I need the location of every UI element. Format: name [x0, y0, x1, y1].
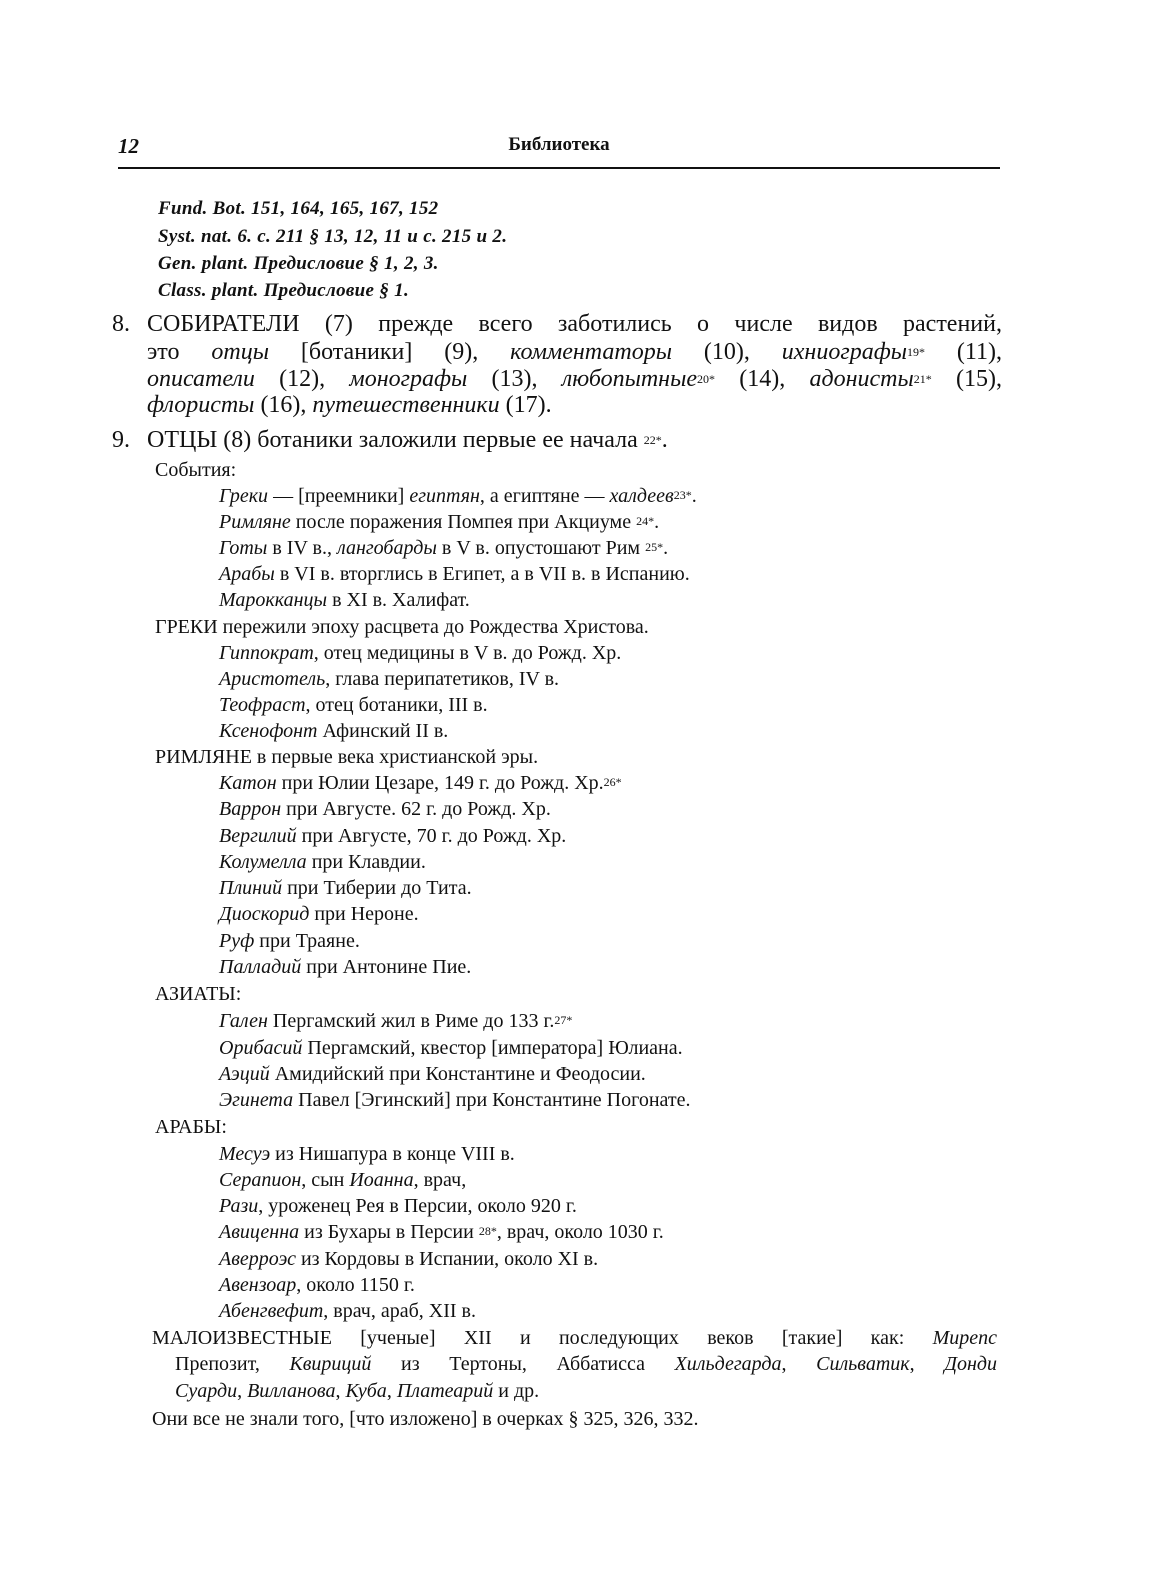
- paragraph-8-line-3: описатели (12), монографы (13), любопытные$^{20*}$ (14), адонисты$^{21*}$ (15),: [147, 366, 1002, 392]
- paragraph-number: 9.: [112, 427, 130, 453]
- list-item: Палладий при Антонине Пие.: [219, 956, 472, 978]
- list-item: Арабы в VI в. вторглись в Египет, а в VII в. в Испанию.: [219, 563, 690, 585]
- list-item: Марокканцы в XI в. Халифат.: [219, 589, 470, 611]
- footnote-marker: 27*: [554, 1013, 573, 1027]
- list-item: Аверроэс из Кордовы в Испании, около XI в.: [219, 1248, 599, 1270]
- list-item: Римляне после поражения Помпея при Акциуме $^{24*}$.: [219, 511, 660, 533]
- list-item: Ксенофонт Афинский II в.: [219, 720, 449, 742]
- paragraph-9-heading: ОТЦЫ (8) ботаники заложили первые ее начала $^{22*}$.: [147, 427, 668, 453]
- footnote-marker: 24*: [636, 514, 655, 528]
- list-item: Аэций Амидийский при Константине и Феодосии.: [219, 1063, 646, 1085]
- paragraph-8-line-4: флористы (16), путешественники (17).: [147, 392, 552, 418]
- lesser-known-line-2: Препозит, Квириций из Тертоны, Аббатисса Хильдегарда, Сильватик, Донди: [175, 1353, 998, 1375]
- list-item: Серапион, сын Иоанна, врач,: [219, 1169, 467, 1191]
- list-item: Диоскорид при Нероне.: [219, 903, 419, 925]
- events-label: События:: [155, 459, 237, 481]
- list-item: Авиценна из Бухары в Персии $^{28*}$, врач, около 1030 г.: [219, 1221, 664, 1243]
- list-item: Теофраст, отец ботаники, III в.: [219, 694, 488, 716]
- list-item: Орибасий Пергамский, квестор [императора] Юлиана.: [219, 1037, 683, 1059]
- footnote-marker: 20*: [696, 372, 715, 386]
- group-heading-greeks: ГРЕКИ пережили эпоху расцвета до Рождества Христова.: [155, 616, 649, 638]
- list-item: Готы в IV в., лангобарды в V в. опустошают Рим $^{25*}$.: [219, 537, 669, 559]
- list-item: Абенгвефит, врач, араб, XII в.: [219, 1300, 476, 1322]
- list-item: Аристотель, глава перипатетиков, IV в.: [219, 668, 560, 690]
- list-item: Гиппократ, отец медицины в V в. до Рожд. Хр.: [219, 642, 622, 664]
- list-item: Рази, уроженец Рея в Персии, около 920 г.: [219, 1195, 577, 1217]
- running-title: Библиотека: [508, 134, 610, 155]
- list-item: Греки — [преемники] египтян, а египтяне — халдеев$^{23*}$.: [219, 485, 697, 507]
- group-heading-romans: РИМЛЯНЕ в первые века христианской эры.: [155, 746, 539, 768]
- list-item: Вергилий при Августе, 70 г. до Рожд. Хр.: [219, 825, 567, 847]
- footnote-marker: 21*: [913, 372, 932, 386]
- paragraph-8-line-1: [147, 311, 1002, 338]
- reference-line: Syst. nat. 6. c. 211 § 13, 12, 11 и с. 215 и 2.: [158, 226, 508, 247]
- list-item: Катон при Юлии Цезаре, 149 г. до Рожд. Хр.$^{26*}$: [219, 772, 622, 794]
- list-item: Варрон при Августе. 62 г. до Рожд. Хр.: [219, 798, 551, 820]
- list-item: Колумелла при Клавдии.: [219, 851, 426, 873]
- footnote-marker: 23*: [673, 488, 692, 502]
- list-item: Плиний при Тиберии до Тита.: [219, 877, 472, 899]
- header-rule: [118, 167, 1000, 169]
- footnote-marker: 22*: [643, 433, 662, 447]
- footnote-marker: 26*: [603, 775, 622, 789]
- page-number: 12: [118, 134, 139, 158]
- paragraph-number: 8.: [112, 311, 130, 337]
- footnote-marker: 28*: [478, 1224, 497, 1238]
- reference-line: Fund. Bot. 151, 164, 165, 167, 152: [158, 198, 439, 219]
- reference-line: Class. plant. Предисловие § 1.: [158, 280, 410, 301]
- list-item: Руф при Траяне.: [219, 930, 360, 952]
- lesser-known-line-1: МАЛОИЗВЕСТНЫЕ [ученые] XII и последующих веков [такие] как: Мирепс: [152, 1327, 997, 1349]
- text: СОБИРАТЕЛИ (7) прежде всего заботились о числе видов растений,: [147, 311, 1002, 337]
- list-item: Гален Пергамский жил в Риме до 133 г.$^{27*}$: [219, 1010, 573, 1032]
- footnote-marker: 25*: [645, 540, 664, 554]
- paragraph-8-line-2: это отцы [ботаники] (9), комментаторы (10), ихниографы$^{19*}$ (11),: [147, 339, 1002, 365]
- list-item: Авензоар, около 1150 г.: [219, 1274, 415, 1296]
- footnote-marker: 19*: [907, 345, 925, 359]
- reference-line: Gen. plant. Предисловие § 1, 2, 3.: [158, 253, 439, 274]
- list-item: Эгинета Павел [Эгинский] при Константине Погонате.: [219, 1089, 691, 1111]
- group-heading-asians: АЗИАТЫ:: [155, 983, 242, 1005]
- list-item: Месуэ из Нишапура в конце VIII в.: [219, 1143, 515, 1165]
- lesser-known-line-3: Суарди, Вилланова, Куба, Платеарий и др.: [175, 1380, 540, 1402]
- closing-line: Они все не знали того, [что изложено] в очерках § 325, 326, 332.: [152, 1408, 699, 1430]
- page-header: [118, 134, 1000, 170]
- group-heading-arabs: АРАБЫ:: [155, 1116, 227, 1138]
